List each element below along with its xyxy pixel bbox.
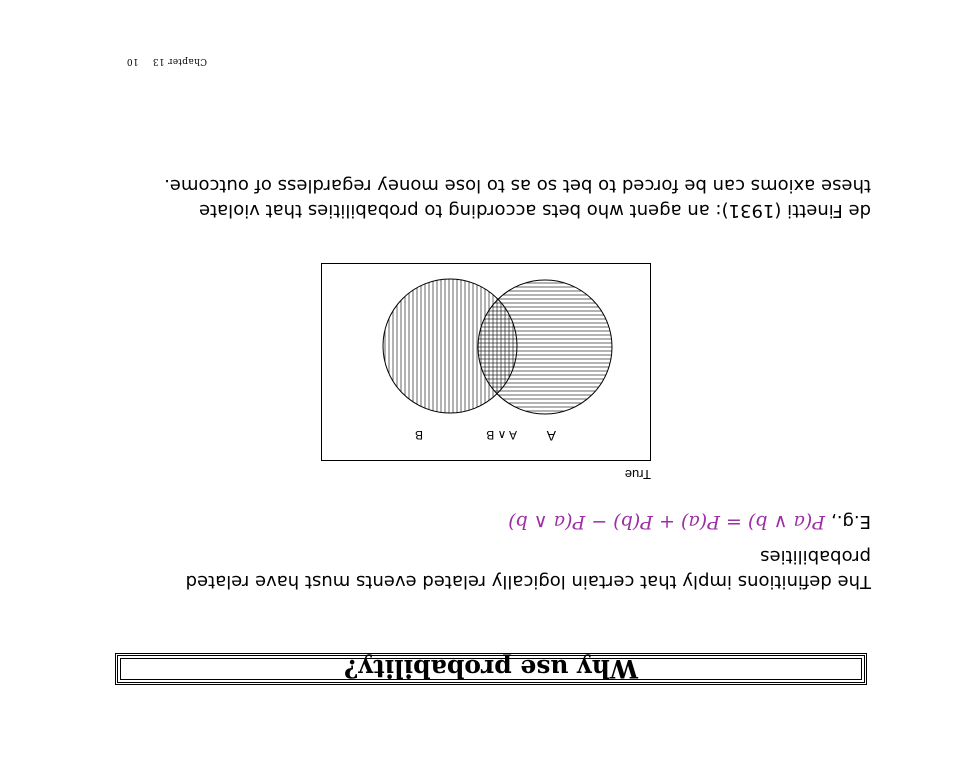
page-header — [127, 56, 207, 66]
de-finetti-line-1: de Finetti (1931): an agent who bets according to probabilities that violate — [199, 200, 871, 221]
definitions-line-2: probabilities — [760, 546, 871, 567]
definitions-paragraph — [186, 544, 871, 594]
page-number: 10 — [126, 56, 139, 66]
example-prefix: E.g., — [831, 511, 871, 532]
de-finetti-line-2: these axioms can be forced to bet so as to lose money regardless of outcome. — [164, 175, 871, 196]
inclusion-exclusion-formula: P(a ∨ b) = P(a) + P(b) − P(a ∧ b) — [508, 511, 826, 533]
venn-diagram — [321, 263, 651, 461]
venn-label-b: B — [414, 428, 423, 442]
venn-label-a: A — [546, 428, 556, 444]
de-finetti-paragraph — [164, 173, 871, 223]
slide-title: Why use probability? — [343, 654, 639, 684]
venn-frame-label: True — [624, 467, 651, 482]
title-box — [115, 653, 867, 685]
definitions-line-1: The definitions imply that certain logically related events must have related — [185, 571, 871, 592]
example-line — [508, 509, 871, 534]
circle-b-fill — [383, 279, 517, 413]
venn-label-overlap: A ∧ B — [486, 428, 517, 442]
chapter-label: Chapter 13 — [152, 56, 207, 66]
